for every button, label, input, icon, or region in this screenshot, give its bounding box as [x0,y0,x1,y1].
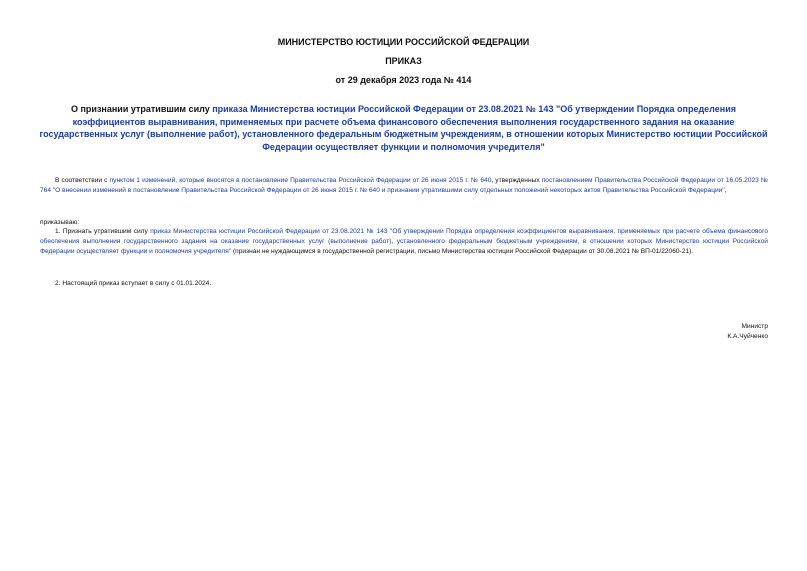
preamble-text-2: , утвержденных [491,177,542,184]
preamble-paragraph [40,176,768,196]
order-date: от 29 декабря 2023 года № 414 [335,75,472,85]
item1-link[interactable]: приказ Министерства юстиции Российской Федерации от 23.08.2021 № 143 "Об утверждении Порядка определения коэффициентов выравнивания, применяемых при расчете объема финансового обеспечения выполнения государственного задания на оказание государственных услуг (выполнение работ), установленного федеральным бюджетным учреждениям, в отношении которых Министерство юстиции Российской Федерации осуществляет функции и полномочия учредителя" [40,228,768,255]
signature-block [727,322,768,342]
ministry-heading: МИНИСТЕРСТВО ЮСТИЦИИ РОССИЙСКОЙ ФЕДЕРАЦИИ [277,37,530,47]
signatory-name: К.А.Чуйченко [727,333,768,340]
preamble-link-2[interactable]: постановлением Правительства Российской Федерации от 16.05.2023 № 764 "О внесении изменений в постановление Правительства Российской Федерации от 26 июня 2015 г. № 640 и признании утратившими силу отдельных положений некоторых актов Правительства Российской Федерации" [40,177,769,194]
item1-text-2: (признан не нуждающимся в государственной регистрации, письмо Министерства юстиции Российской Федерации от 30.08.2021 № ВП-01/22060-21). [231,247,694,255]
preamble-link-1[interactable]: пунктом 1 изменений, которые вносятся в постановление Правительства Российской Федерации от 26 июня 2015 г. № 640 [109,177,492,184]
signatory-position: Министр [741,323,768,330]
order-heading: ПРИКАЗ [385,56,422,66]
item1-text-1: 1. Признать утратившим силу [55,228,151,235]
preamble-text-1: В соответствии с [55,177,110,184]
preamble-text-3: , [724,186,727,194]
document-title [38,103,769,153]
title-link[interactable]: приказа Министерства юстиции Российской Федерации от 23.08.2021 № 143 "Об утверждении Порядка определения коэффициентов выравнивания, применяемых при расчете объема финансового обеспечения выполнения государственного задания на оказание государственных услуг (выполнение работ), установленного федеральным бюджетным учреждениям, в отношении которых Министерство юстиции Российской Федерации осуществляет функции и полномочия учредителя" [39,104,768,152]
item-1-paragraph [40,227,768,256]
order-verb: приказываю: [40,219,80,226]
title-prefix: О признании утратившим силу [70,104,213,114]
item-2-paragraph: 2. Настоящий приказ вступает в силу с 01.01.2024. [55,280,212,287]
